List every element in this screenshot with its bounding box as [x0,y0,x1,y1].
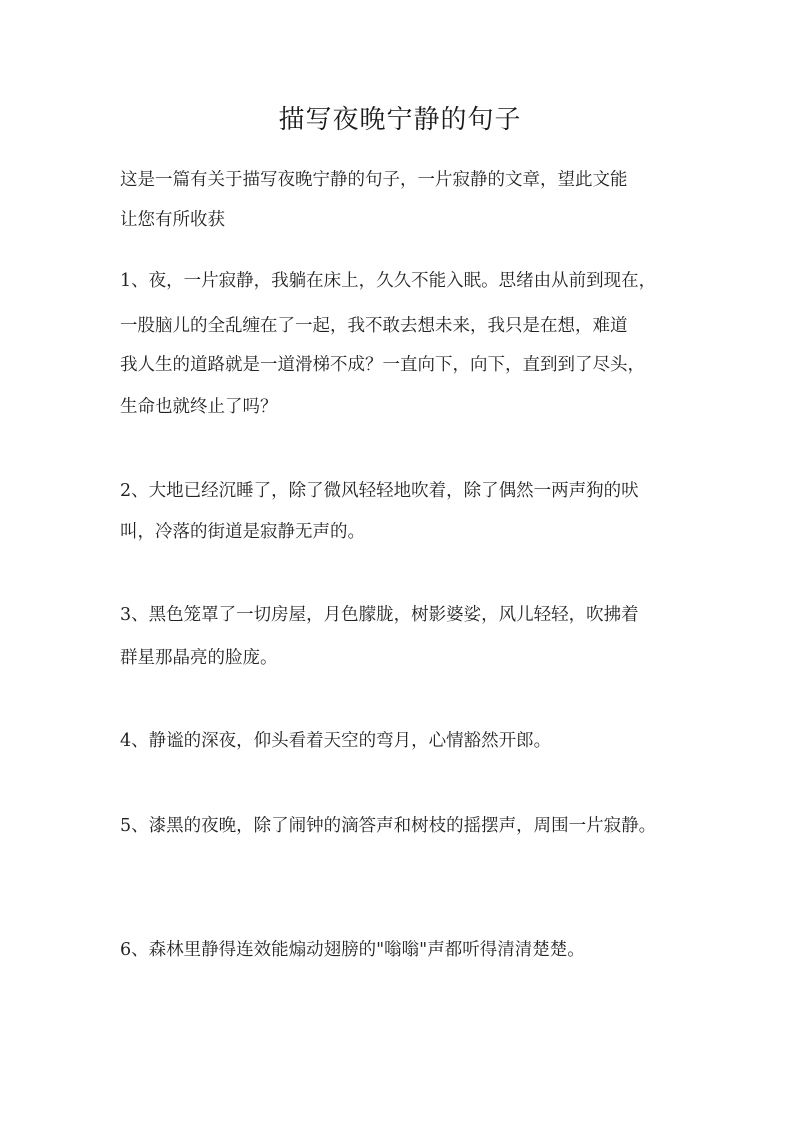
item-1-line-4: 生命也就终止了吗？ [120,397,278,417]
intro-line-2: 让您有所收获 [120,210,225,230]
item-3-line-1: 3、黑色笼罩了一切房屋，月色朦胧，树影婆娑，风儿轻轻，吹拂着 [120,605,639,625]
document-title: 描写夜晚宁静的句子 [278,105,522,135]
item-1-line-3: 我人生的道路就是一道滑梯不成？一直向下，向下，直到到了尽头， [120,355,645,375]
item-2-line-1: 2、大地已经沉睡了，除了微风轻轻地吹着，除了偶然一两声狗的吠 [120,481,639,501]
item-6-line-1: 6、森林里静得连效能煽动翅膀的"嗡嗡"声都听得清清楚楚。 [120,940,585,960]
item-1-line-1: 1、夜，一片寂静，我躺在床上，久久不能入眠。思绪由从前到现在， [120,271,657,291]
item-4-line-1: 4、静谧的深夜，仰头看着天空的弯月，心情豁然开郎。 [120,731,552,751]
item-2-line-2: 叫，冷落的街道是寂静无声的。 [120,522,365,542]
item-5-line-1: 5、漆黑的夜晚，除了闹钟的滴答声和树枝的摇摆声，周围一片寂静。 [120,816,657,836]
item-3-line-2: 群星那晶亮的脸庞。 [120,648,278,668]
item-1-line-2: 一股脑儿的全乱缠在了一起，我不敢去想未来，我只是在想，难道 [120,316,628,336]
intro-line-1: 这是一篇有关于描写夜晚宁静的句子，一片寂静的文章，望此文能 [120,170,628,190]
